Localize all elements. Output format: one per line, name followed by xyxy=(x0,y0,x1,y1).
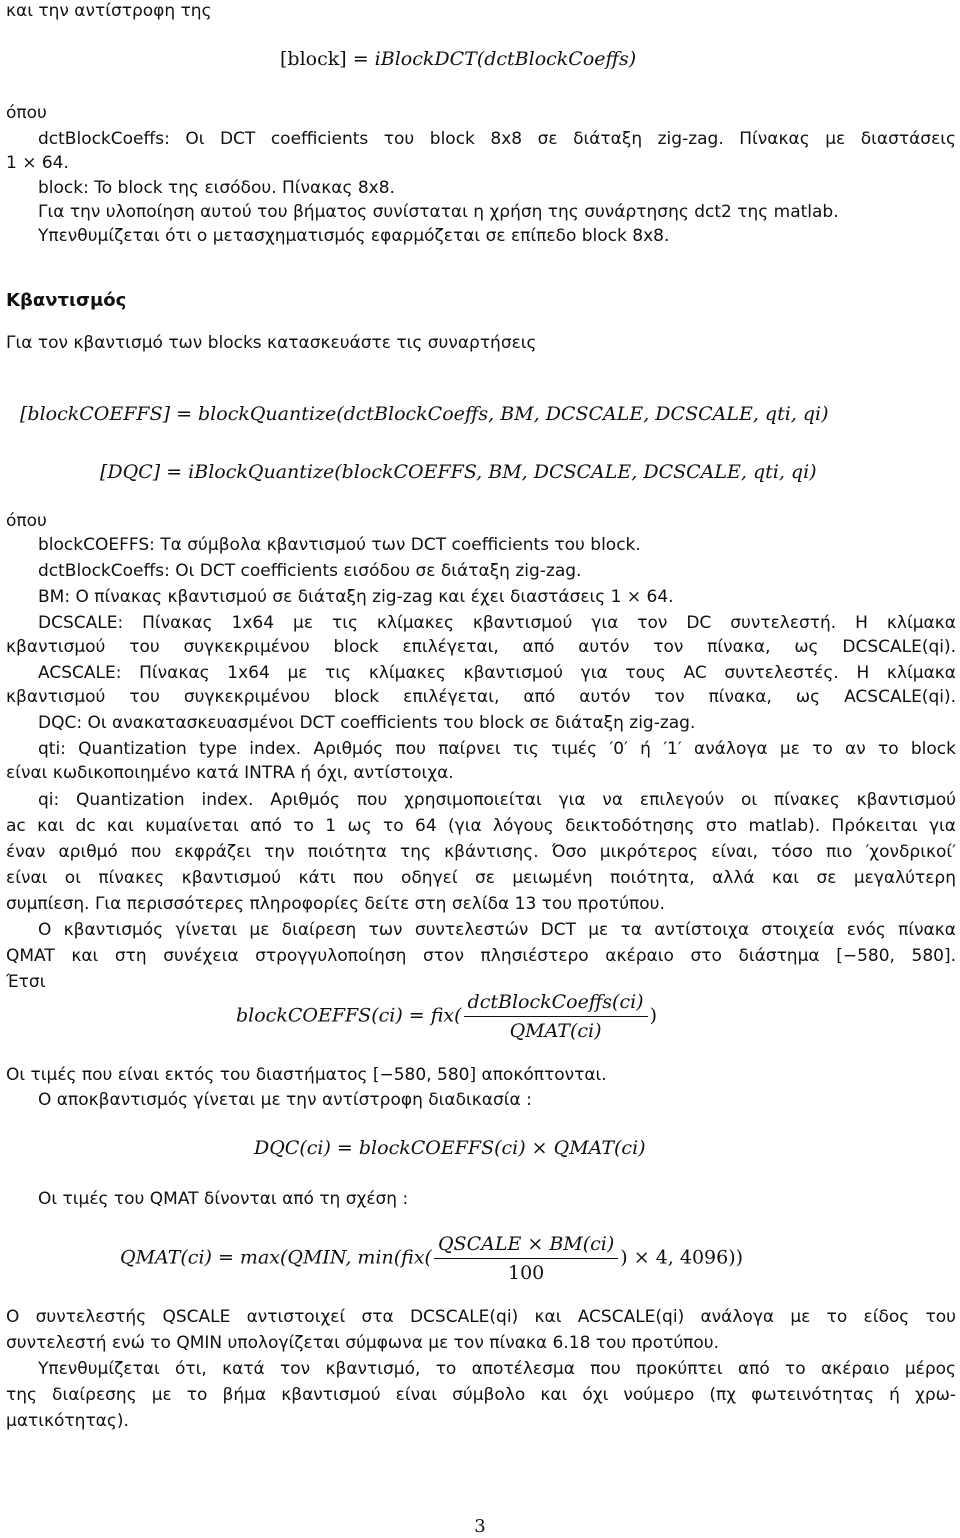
clip-note: Οι τιμές που είναι εκτός του διαστήματος [−580, 580] αποκόπτονται. xyxy=(6,1065,607,1085)
equation-iblockquantize: [DQC] = iBlockQuantize(blockCOEFFS, BM, DCSCALE, DCSCALE, qti, qi) xyxy=(100,461,817,483)
where-label: όπου xyxy=(6,103,47,123)
equation-qmat: QMAT(ci) = max(QMIN, min(fix( $\frac{\text{QSCALE × BM(ci)}}{100}$ ) × 4, 4096)) xyxy=(120,1233,744,1284)
definition-dctblockcoeffs: dctBlockCoeffs: Οι DCT coefficients του block 8x8 σε διάταξη zig-zag. Πίνακας με διαστάσεις xyxy=(38,129,956,149)
definition-dcscale-cont: κβαντισμού του συγκεκριμένου block επιλέγεται, από αυτόν τον πίνακα, ως DCSCALE(qi). xyxy=(6,637,956,657)
fraction: $\frac{\text{QSCALE × BM(ci)}}{100}$ xyxy=(434,1232,618,1285)
definition-dcscale: DCSCALE: Πίνακας 1x64 με τις κλίμακες κβαντισμού για τον DC συντελεστή. Η κλίμακα xyxy=(38,613,956,633)
paragraph-quantization-cont: Έτσι xyxy=(6,972,46,992)
definition-bm: BM: O πίνακας κβαντισμού σε διάταξη zig-zag και έχει διαστάσεις 1 × 64. xyxy=(38,587,674,607)
equation-blockquantize: [blockCOEFFS] = blockQuantize(dctBlockCoeffs, BM, DCSCALE, DCSCALE, qti, qi) xyxy=(20,403,829,425)
definition-qti: qti: Quantization type index. Αριθμός που παίρνει τις τιμές ′0′ ή ′1′ ανάλογα με το αν το block xyxy=(38,739,956,759)
definition-qti-cont: είναι κωδικοποιημένο κατά INTRA ή όχι, αντίστοιχα. xyxy=(6,763,454,783)
definition-qi-cont: είναι οι πίνακες κβαντισμού κάτι που οδηγεί σε μειωμένη ποιότητα, αλλά και σε μεγαλύτερη xyxy=(6,868,956,888)
reminder-cont: ματικότητας). xyxy=(6,1411,129,1431)
definition-blockcoeffs: blockCOEFFS: Τα σύμβολα κβαντισμού των DCT coefficients του block. xyxy=(38,535,641,555)
note-block-level: Υπενθυμίζεται ότι ο μετασχηματισμός εφαρμόζεται σε επίπεδο block 8x8. xyxy=(38,226,670,246)
paragraph-quantization-cont: QMAT και στη συνέχεια στρογγυλοποίηση στον πλησιέστερο ακέραιο στο διάστημα [−580, 580]. xyxy=(6,946,956,966)
reminder-cont: της διαίρεσης με το βήμα κβαντισμού είναι σύμβολο και όχι νούμερο (πχ φωτεινότητας ή χρω- xyxy=(6,1385,956,1405)
definition-qi-cont: ac και dc και κυμαίνεται από το 1 ως το 64 (για λόγους δεικτοδότησης στο matlab). Πρόκειται για xyxy=(6,816,956,836)
definition-dctblockcoeffs-input: dctBlockCoeffs: Οι DCT coefficients εισόδου σε διάταξη zig-zag. xyxy=(38,561,582,581)
where-label: όπου xyxy=(6,511,47,531)
equation-idct: [block] = iBlockDCT(dctBlockCoeffs) xyxy=(280,48,637,70)
definition-qi: qi: Quantization index. Αριθμός που χρησιμοποιείται για να επιλεγούν οι πίνακες κβαντισμού xyxy=(38,790,956,810)
paragraph-quantization: Ο κβαντισμός γίνεται με διαίρεση των συντελεστών DCT με τα αντίστοιχα στοιχεία ενός πίνακα xyxy=(38,920,956,940)
definition-block: block: To block της εισόδου. Πίνακας 8x8. xyxy=(38,178,395,198)
definition-dqc: DQC: Οι ανακατασκευασμένοι DCT coefficients του block σε διάταξη zig-zag. xyxy=(38,713,696,733)
text-line: και την αντίστροφη της xyxy=(6,1,212,21)
qmat-intro: Οι τιμές του QMAT δίνονται από τη σχέση : xyxy=(38,1189,409,1209)
definition-acscale: ACSCALE: Πίνακας 1x64 με τις κλίμακες κβαντισμού για τους AC συντελεστές. Η κλίμακα xyxy=(38,663,956,683)
section-intro: Για τον κβαντισμό των blocks κατασκευάστε τις συναρτήσεις xyxy=(6,333,537,353)
section-title: Κβαντισμός xyxy=(6,290,127,311)
definition-qi-cont: συμπίεση. Για περισσότερες πληροφορίες δείτε στη σελίδα 13 του προτύπου. xyxy=(6,894,665,914)
definition-acscale-cont: κβαντισμού του συγκεκριμένου block επιλέγεται, από αυτόν τον πίνακα, ως ACSCALE(qi). xyxy=(6,687,956,707)
dequant-intro: Ο αποκβαντισμός γίνεται με την αντίστροφη διαδικασία : xyxy=(38,1090,532,1110)
qscale-note: Ο συντελεστής QSCALE αντιστοιχεί στα DCSCALE(qi) και ACSCALE(qi) ανάλογα με το είδος του xyxy=(6,1307,956,1327)
definition-qi-cont: έναν αριθμό που εκφράζει την ποιότητα της κβάντισης. Όσο μικρότερος είναι, τόσο πιο ′χονδρικοί′ xyxy=(6,842,956,862)
reminder: Υπενθυμίζεται ότι, κατά τον κβαντισμό, το αποτέλεσμα που προκύπτει από το ακέραιο μέρος xyxy=(38,1359,956,1379)
note-dct2: Για την υλοποίηση αυτού του βήματος συνίσταται η χρήση της συνάρτησης dct2 της matlab. xyxy=(38,202,839,222)
page-number: 3 xyxy=(474,1516,486,1537)
definition-dctblockcoeffs-cont: 1 × 64. xyxy=(6,153,69,173)
equation-fix: blockCOEFFS(ci) = fix( $\frac{\text{dctBlockCoeffs(ci)}}{\text{QMAT(ci)}}$ ) xyxy=(236,991,658,1042)
fraction: $\frac{\text{dctBlockCoeffs(ci)}}{\text{QMAT(ci)}}$ xyxy=(464,990,648,1043)
equation-dqc: DQC(ci) = blockCOEFFS(ci) × QMAT(ci) xyxy=(254,1137,646,1159)
qscale-note-cont: συντελεστή ενώ το QMIN υπολογίζεται σύμφωνα με τον πίνακα 6.18 του προτύπου. xyxy=(6,1333,720,1353)
